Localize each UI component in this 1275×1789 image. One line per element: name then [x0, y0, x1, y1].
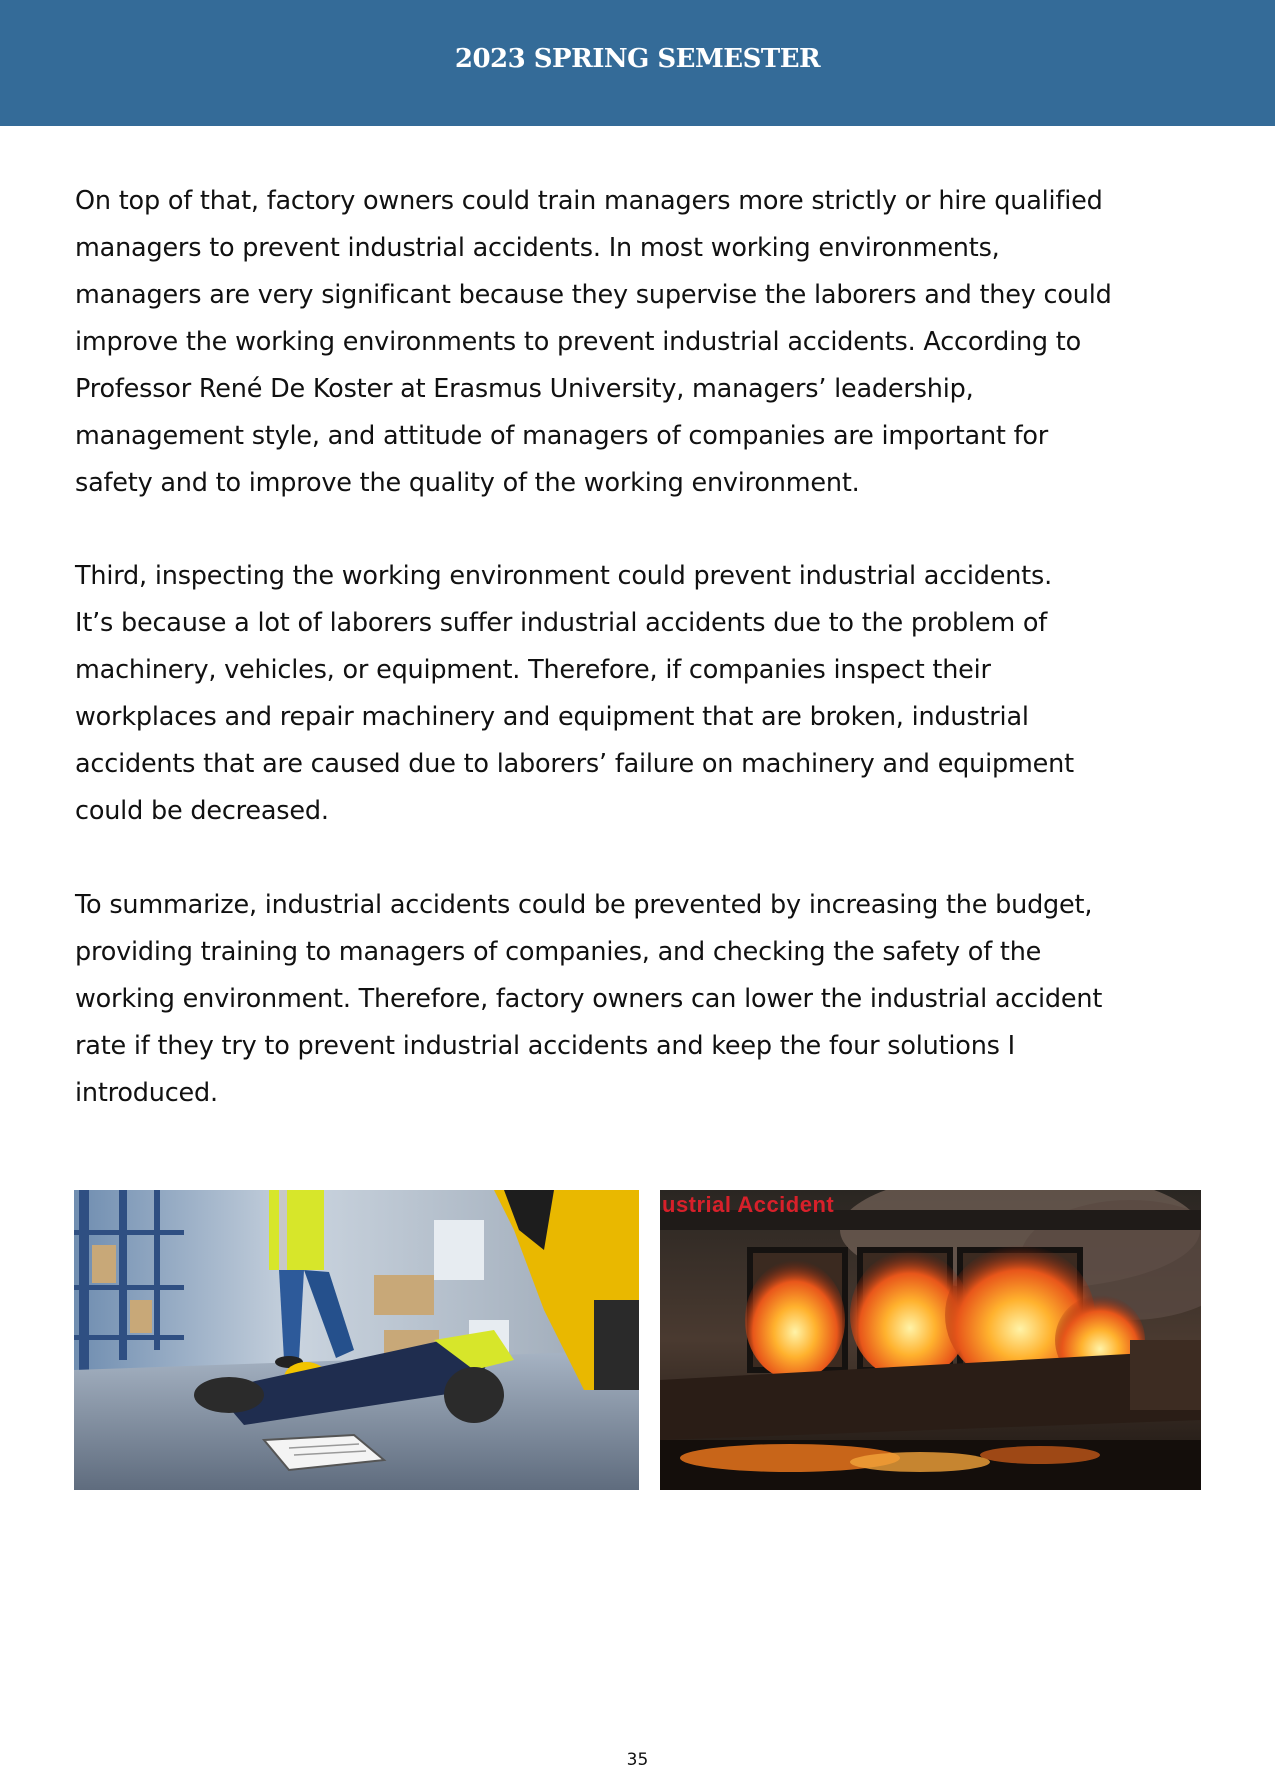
- header-band: [0, 0, 1275, 126]
- page-number: 35: [626, 1750, 649, 1770]
- body-paragraph-managers: On top of that, factory owners could train managers more strictly or hire qualified managers to prevent industrial accidents. In most working environments, managers are very significant because they supervise the laborers and they could improve the working environments to prevent industrial accidents. According to Professor René De Koster at Erasmus University, managers’ leadership, management style, and attitude of managers of companies are important for safety and to improve the quality of the working environment.: [75, 186, 1112, 498]
- warehouse-accident-photo: [74, 1190, 639, 1490]
- body-paragraph-summary: To summarize, industrial accidents could be prevented by increasing the budget, providing training to managers of companies, and checking the safety of the working environment. Therefore, factory owners can lower the industrial accident rate if they try to prevent industrial accidents and keep the four solutions I introduced.: [75, 890, 1103, 1108]
- factory-fire-photo: [660, 1190, 1201, 1490]
- body-paragraph-inspection: Third, inspecting the working environment could prevent industrial accidents. It’s because a lot of laborers suffer industrial accidents due to the problem of machinery, vehicles, or equipment. Therefore, if companies inspect their workplaces and repair machinery and equipment that are broken, industrial accidents that are caused due to laborers’ failure on machinery and equipment could be decreased.: [75, 561, 1074, 826]
- image-caption: ustrial Accident: [662, 1192, 835, 1217]
- page-header-title: 2023 SPRING SEMESTER: [454, 44, 821, 74]
